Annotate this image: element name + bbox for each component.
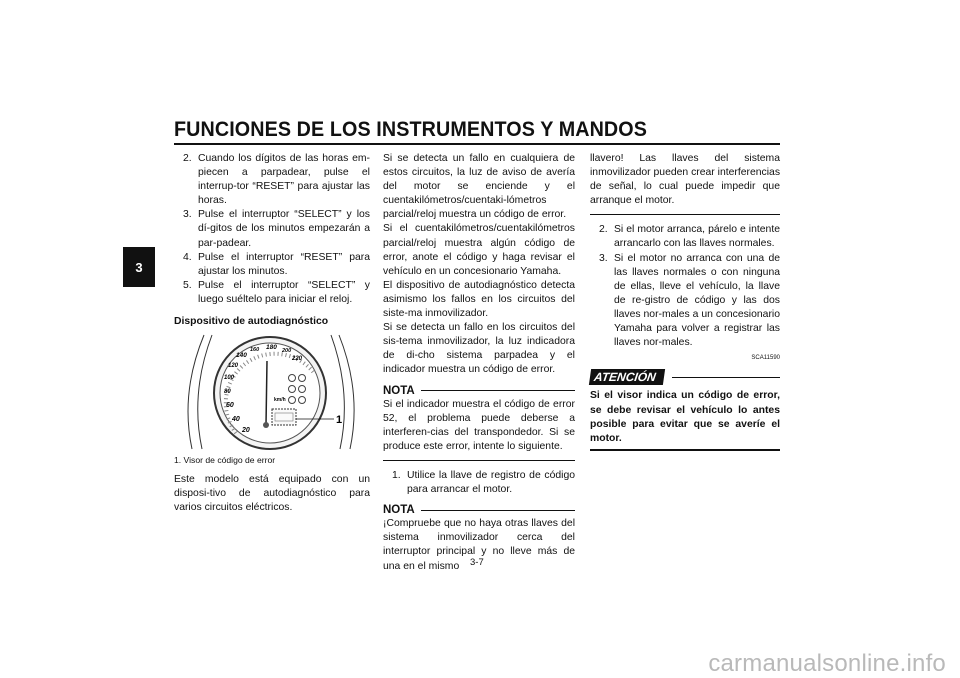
list-item: 5. Pulse el interruptor “SELECT” y luego suéltelo para iniciar el reloj. [183, 279, 370, 305]
note-text: llavero! Las llaves del sistema inmovilizador pueden crear interferencias de señal, lo cual puede impedir que arranque el motor. [590, 153, 781, 207]
title-underline [174, 143, 780, 145]
watermark: carmanualsonline.info [708, 650, 946, 677]
column-1 [174, 152, 370, 516]
tick-label: 120 [228, 363, 239, 370]
page-title: FUNCIONES DE LOS INSTRUMENTOS Y MANDOS [174, 118, 647, 141]
caution-badge: ATENCIÓN [589, 369, 665, 385]
tick-label: 60 [226, 402, 234, 410]
speedometer-figure [174, 333, 370, 451]
tick-label: 220 [292, 356, 303, 363]
list-item: 3. Si el motor no arranca con una de las llaves normales o con ninguna de ellas, lleve el vehículo, la llave de re-gistro de código y las dos llaves nor-males a un concesionario Yamaha para volver a registrar las llaves nor-males. [599, 252, 780, 349]
note-end-rule [590, 214, 780, 215]
note-label: NOTA [383, 504, 415, 517]
chapter-tab: 3 [123, 247, 155, 287]
page-number: 3-7 [470, 557, 484, 568]
note-label: NOTA [383, 384, 415, 397]
body-paragraph: Si el cuentakilómetros/cuentakilómetros parcial/reloj muestra algún código de error, anote el código y haga revisar el vehículo en un concesionario Yamaha. [383, 223, 575, 277]
clock-steps-list [174, 152, 370, 307]
note-text: Si el indicador muestra el código de error 52, el problema puede deberse a interferen-cias del transpondedor. Si se produce este error, intente lo siguiente. [383, 398, 575, 452]
caution-code: SCA11590 [751, 355, 780, 362]
note-text: ¡Compruebe que no haya otras llaves del sistema inmovilizador cerca del interruptor principal y no lleve más de una en el mismo [383, 518, 575, 572]
column-3 [590, 152, 780, 451]
body-paragraph: Este modelo está equipado con un disposi-tivo de autodiagnóstico para varios circuitos eléctricos. [174, 474, 370, 514]
tick-label: 20 [242, 427, 250, 435]
body-paragraph: Si se detecta un fallo en cualquiera de estos circuitos, la luz de aviso de avería del motor se enciende y el cuentakilómetros/cuentaki-lómetros parcial/reloj muestra un código de error. [383, 153, 575, 221]
tick-label: 100 [224, 375, 235, 382]
caution-text: Si el visor indica un código de error, se debe revisar el vehículo lo antes posible para evitar que se averíe el motor. [590, 390, 780, 444]
figure-callout: 1 [336, 414, 343, 427]
body-paragraph: El dispositivo de autodiagnóstico detecta asimismo los fallos en los circuitos del siste-ma inmovilizador. [383, 279, 575, 320]
note-heading [383, 503, 575, 517]
list-item: 4. Pulse el interruptor “RESET” para ajustar los minutos. [183, 251, 370, 277]
tick-label: 140 [236, 352, 247, 360]
column-2 [383, 152, 575, 574]
transponder-steps-list-continued [590, 223, 780, 350]
note-end-rule [383, 460, 575, 461]
list-item: 2. Si el motor arranca, párelo e intente arrancarlo con las llaves normales. [599, 224, 780, 250]
list-item: 2. Cuando los dígitos de las horas em-piecen a parpadear, pulse el interrup-tor “RESET” para ajustar las horas. [183, 153, 370, 207]
list-item: 1. Utilice la llave de registro de código para arrancar el motor. [392, 469, 575, 496]
note-heading [383, 384, 575, 398]
tick-label: 40 [232, 416, 240, 424]
caution-end-rule [590, 449, 780, 451]
list-item: 3. Pulse el interruptor “SELECT” y los dí-gitos de los minutos empezarán a par-padear. [183, 209, 370, 249]
section-heading: Dispositivo de autodiagnóstico [174, 316, 329, 328]
tick-label: 160 [250, 347, 260, 354]
body-paragraph: Si se detecta un fallo en los circuitos del sis-tema inmovilizador, la luz indicadora de di-cho sistema parpadea y el indicador muestra un código de error. [383, 322, 575, 376]
tick-label: 80 [224, 389, 231, 396]
unit-label: km/h [274, 397, 286, 404]
caution-heading [590, 369, 780, 385]
transponder-steps-list [383, 469, 575, 497]
tick-label: 180 [266, 344, 277, 352]
tick-label: 200 [282, 348, 292, 355]
figure-caption: 1. Visor de código de error [174, 455, 276, 466]
